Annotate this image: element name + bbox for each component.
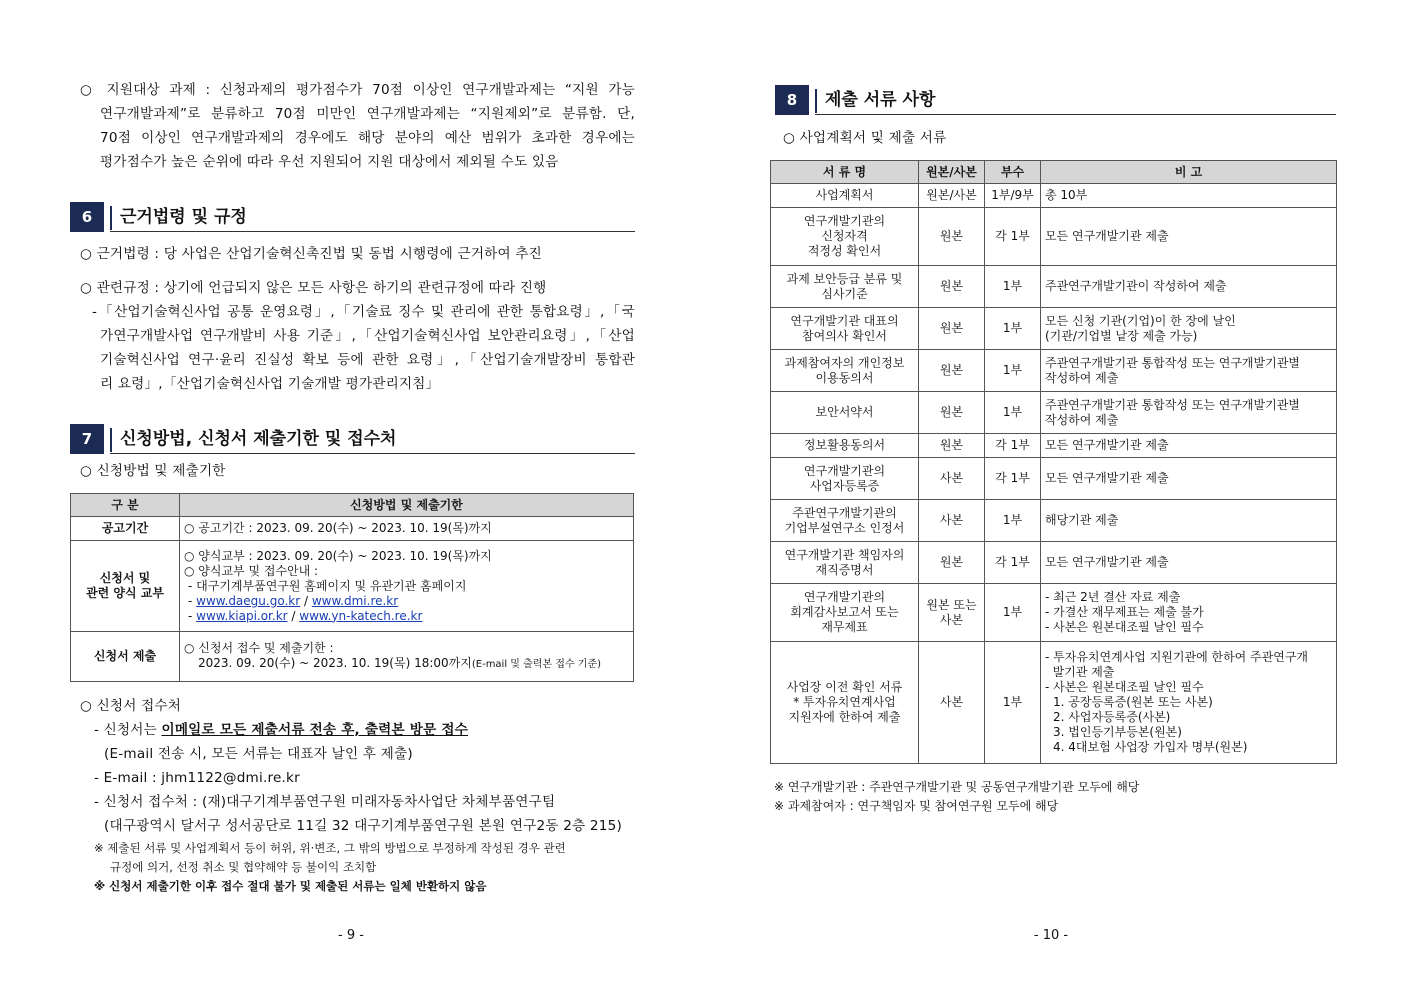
- section-rule: [110, 231, 635, 232]
- cell-line: 모든 연구개발기관 제출: [1045, 229, 1169, 243]
- document-remark-cell: [1041, 500, 1337, 542]
- document-remark-cell: [1041, 642, 1337, 764]
- cell-line: - 최근 2년 결산 자료 제출: [1045, 590, 1181, 604]
- document-copies-cell: 1부: [985, 266, 1041, 308]
- cell-line: 1. 공장등록증(원본 또는 사본): [1053, 695, 1213, 709]
- documents-table-body: [771, 184, 1337, 764]
- cell-line: 모든 신청 기관(기업)이 한 장에 날인: [1045, 313, 1236, 328]
- warning-line: ※ 제출된 서류 및 사업계획서 등이 허위, 위·변조, 그 밖의 방법으로 부정하게 작성된 경우 관련: [94, 841, 566, 855]
- cell-line: 과제참여자의 개인정보: [784, 355, 905, 370]
- reception-method: [80, 718, 640, 742]
- document-copies-cell: 1부: [985, 308, 1041, 350]
- subtitle-text: ○ 신청방법 및 제출기한: [80, 463, 226, 479]
- cell-line: 신청자격: [821, 229, 868, 243]
- related-rules: [80, 276, 635, 396]
- related-rules-intro: ○ 관련규정 : 상기에 언급되지 않은 모든 사항은 하기의 관련규정에 따라 진행: [80, 280, 547, 296]
- table-row: [771, 458, 1337, 500]
- method-prefix: - 신청서는: [94, 722, 162, 738]
- section-title: 제출 서류 사항: [825, 90, 936, 110]
- deadline-text: 2023. 09. 20(수) ~ 2023. 10. 19(목) 18:00까지: [198, 656, 472, 670]
- table-row: [771, 584, 1337, 642]
- section-rule: [815, 114, 1336, 115]
- section-title: 근거법령 및 규정: [120, 207, 247, 227]
- table-row: [771, 266, 1337, 308]
- cell-line: 사업장 이전 확인 서류: [786, 680, 903, 694]
- cell-line: 사업계획서: [815, 188, 874, 202]
- document-copies-cell: 1부: [985, 584, 1041, 642]
- cell-line: - 사본은 원본대조필 날인 필수: [1045, 680, 1204, 694]
- table-header-row: [71, 494, 634, 517]
- cell-line: - 사본은 원본대조필 날인 필수: [1045, 620, 1204, 634]
- eligibility-line: 평가점수가 높은 순위에 따라 우선 지원되어 지원 대상에서 제외될 수도 있음: [100, 154, 559, 170]
- document-name-cell: [771, 500, 919, 542]
- document-copies-cell: 1부: [985, 392, 1041, 434]
- cell-line: 기업부설연구소 인정서: [784, 520, 905, 535]
- cell-line: 참여의사 확인서: [802, 328, 887, 343]
- document-type-cell: [919, 584, 985, 642]
- document-remark-cell: [1041, 434, 1337, 458]
- method-emphasis: 이메일로 모든 제출서류 전송 후, 출력본 방문 접수: [161, 722, 469, 738]
- cell-line: 정보활용동의서: [803, 438, 886, 452]
- basis-law: [80, 242, 635, 266]
- cell-line: 사본: [939, 513, 964, 527]
- cell-line: 원본 또는: [926, 597, 977, 612]
- documents-table: [770, 160, 1337, 764]
- section-rule: [110, 453, 635, 454]
- document-type-cell: [919, 500, 985, 542]
- cell-line: 주관연구개발기관이 작성하여 제출: [1045, 279, 1227, 293]
- document-copies-cell: 1부: [985, 642, 1041, 764]
- document-copies-cell: 각 1부: [985, 208, 1041, 266]
- eligibility-line: 70점 이상인 연구개발과제의 경우에도 해당 분야의 예산 범위가 초과한 경우에는: [100, 130, 635, 146]
- cell-line: - 대구기계부품연구원 홈페이지 및 유관기관 홈페이지: [188, 578, 467, 593]
- table-row: [71, 541, 634, 632]
- section-number: 8: [775, 85, 809, 115]
- page-number: - 9 -: [338, 928, 364, 943]
- footnotes: [774, 778, 1139, 816]
- document-remark-cell: [1041, 584, 1337, 642]
- eligibility-paragraph: [80, 78, 635, 174]
- document-remark-cell: [1041, 208, 1337, 266]
- table-header-cell: 비 고: [1041, 161, 1337, 184]
- section-8-header: [775, 85, 1336, 115]
- related-rules-line: -「산업기술혁신사업 공통 운영요령」,「기술료 징수 및 관리에 관한 통합요령」,「국: [92, 304, 635, 320]
- warning-line: 규정에 의거, 선정 취소 및 협약해약 등 불이익 조치함: [110, 860, 377, 874]
- reception-block: [80, 694, 640, 838]
- basis-law-text: ○ 근거법령 : 당 사업은 산업기술혁신촉진법 및 동법 시행령에 근거하여 추진: [80, 246, 542, 262]
- cell-line: 연구개발기관 책임자의: [784, 547, 905, 562]
- section-bar: [815, 89, 817, 113]
- document-name-cell: [771, 542, 919, 584]
- reception-note: (E-mail 전송 시, 모든 서류는 대표자 날인 후 제출): [104, 746, 413, 762]
- cell-line: 회계감사보고서 또는: [790, 605, 899, 619]
- document-copies-cell: 각 1부: [985, 458, 1041, 500]
- related-rules-line: 리 요령」,「산업기술혁신사업 기술개발 평가관리지침」: [100, 376, 440, 392]
- cell-line: ○ 양식교부 및 접수안내 :: [184, 563, 319, 578]
- cell-line: 총 10부: [1045, 188, 1088, 202]
- document-remark-cell: [1041, 308, 1337, 350]
- document-copies-cell: 각 1부: [985, 434, 1041, 458]
- section-number: 6: [70, 202, 104, 232]
- table-row: [771, 184, 1337, 208]
- subtitle-text: ○ 사업계획서 및 제출 서류: [783, 130, 947, 146]
- document-copies-cell: 1부: [985, 500, 1041, 542]
- footnote: ※ 과제참여자 : 연구책임자 및 참여연구원 모두에 해당: [774, 799, 1059, 813]
- document-type-cell: [919, 642, 985, 764]
- document-name-cell: [771, 584, 919, 642]
- footnote: ※ 연구개발기관 : 주관연구개발기관 및 공동연구개발기관 모두에 해당: [774, 780, 1140, 794]
- reception-address: (대구광역시 달서구 성서공단로 11길 32 대구기계부품연구원 본원 연구2동 2층 215): [104, 818, 622, 834]
- document-remark-cell: [1041, 458, 1337, 500]
- page-9: [0, 0, 701, 992]
- table-header-cell: 신청방법 및 제출기한: [180, 494, 634, 517]
- application-method-subtitle: [80, 459, 635, 483]
- cell-line: 과제 보안등급 분류 및: [786, 271, 903, 286]
- document-name-cell: [771, 266, 919, 308]
- cell-line: * 투자유치연계사업: [793, 695, 896, 709]
- related-rules-line: 기술혁신사업 연구·윤리 진실성 확보 등에 관한 요령」,「산업기술개발장비 통합관: [100, 352, 635, 368]
- cell-line: 2. 사업자등록증(사본): [1053, 710, 1171, 724]
- document-name-cell: [771, 642, 919, 764]
- cell-line: 원본/사본: [926, 188, 977, 202]
- link-daegu[interactable]: www.daegu.go.kr: [196, 593, 301, 608]
- document-type-cell: [919, 434, 985, 458]
- cell-line: 원본: [939, 405, 964, 419]
- document-type-cell: [919, 308, 985, 350]
- cell-line: 작성하여 제출: [1045, 412, 1119, 427]
- related-rules-line: 가연구개발사업 연구개발비 사용 기준」,「산업기술혁신사업 보안관리요령」,「산업: [100, 328, 635, 344]
- table-header-cell: 원본/사본: [919, 161, 985, 184]
- document-remark-cell: [1041, 266, 1337, 308]
- cell-line: 사본: [939, 471, 964, 485]
- cell-line: 3. 법인등기부등본(원본): [1053, 725, 1182, 739]
- reception-email: - E-mail : jhm1122@dmi.re.kr: [94, 770, 300, 786]
- cell-line: 연구개발기관 대표의: [790, 313, 899, 328]
- table-row: [771, 308, 1337, 350]
- link-line: - www.kiapi.or.kr / www.yn-katech.re.kr: [188, 608, 423, 623]
- document-remark-cell: [1041, 350, 1337, 392]
- cell-line: 주관연구개발기관 통합작성 또는 연구개발기관별: [1045, 355, 1300, 370]
- cell-line: 원본: [939, 279, 964, 293]
- cell-line: 사본: [939, 612, 964, 627]
- application-table: [70, 493, 634, 682]
- document-name-cell: [771, 350, 919, 392]
- cell-line: 연구개발기관의: [803, 214, 886, 228]
- link-katech[interactable]: www.yn-katech.re.kr: [299, 608, 423, 623]
- cell-line: 연구개발기관의: [803, 463, 886, 478]
- table-row: [771, 642, 1337, 764]
- cell-line: - 투자유치연계사업 지원기관에 한하여 주관연구개: [1045, 650, 1309, 664]
- label-line: 신청서 및: [99, 571, 151, 585]
- deadline-note: (E-mail 및 출력본 접수 기준): [471, 659, 602, 670]
- cell-line: 재무제표: [821, 620, 868, 634]
- document-type-cell: [919, 266, 985, 308]
- cell-line: 이용동의서: [815, 370, 874, 385]
- table-row: [771, 392, 1337, 434]
- table-row: [771, 542, 1337, 584]
- document-copies-cell: 각 1부: [985, 542, 1041, 584]
- link-kiapi[interactable]: www.kiapi.or.kr: [196, 608, 288, 623]
- table-header-cell: 부수: [985, 161, 1041, 184]
- cell-line: 사업자등록증: [809, 478, 880, 493]
- cell-line: 해당기관 제출: [1045, 513, 1119, 527]
- document-copies-cell: 1부: [985, 350, 1041, 392]
- table-row: [71, 517, 634, 541]
- document-name-cell: [771, 308, 919, 350]
- table-cell-text: ○ 공고기간 : 2023. 09. 20(수) ~ 2023. 10. 19(목)까지: [180, 517, 634, 541]
- cell-line: 지원자에 한하여 제출: [788, 710, 901, 724]
- eligibility-line: ○ 지원대상 과제 : 신청과제의 평가점수가 70점 이상인 연구개발과제는 “지원 가능: [80, 82, 635, 98]
- cell-line: 재직증명서: [815, 562, 874, 577]
- table-cell-text: [180, 541, 634, 632]
- document-remark-cell: [1041, 392, 1337, 434]
- cell-line: 원본: [939, 438, 964, 452]
- table-cell-label: 공고기간: [71, 517, 180, 541]
- cell-line: 원본: [939, 363, 964, 377]
- documents-subtitle: [783, 126, 1338, 150]
- section-7-header: [70, 424, 635, 454]
- cell-line: (기관/기업별 낱장 제출 가능): [1045, 328, 1198, 343]
- link-line: - www.daegu.go.kr / www.dmi.re.kr: [188, 593, 399, 608]
- warning-1: [94, 839, 566, 877]
- eligibility-line: 연구개발과제”로 분류하고 70점 미만인 연구개발과제는 “지원제외”로 분류함. 단,: [100, 106, 635, 122]
- document-type-cell: [919, 392, 985, 434]
- cell-line: ○ 양식교부 : 2023. 09. 20(수) ~ 2023. 10. 19(목)까지: [184, 548, 492, 563]
- label-line: 관련 양식 교부: [86, 586, 164, 600]
- cell-line: ○ 신청서 접수 및 제출기한 :: [184, 641, 334, 655]
- document-type-cell: [919, 208, 985, 266]
- section-bar: [110, 206, 112, 230]
- cell-line: - 가결산 재무제표는 제출 불가: [1045, 605, 1204, 619]
- table-cell-label: [71, 541, 180, 632]
- document-name-cell: [771, 392, 919, 434]
- section-title: 신청방법, 신청서 제출기한 및 접수처: [120, 429, 397, 449]
- cell-line: 모든 연구개발기관 제출: [1045, 471, 1169, 485]
- document-type-cell: [919, 458, 985, 500]
- cell-line: 주관연구개발기관 통합작성 또는 연구개발기관별: [1045, 397, 1300, 412]
- cell-line: 원본: [939, 229, 964, 243]
- cell-line: [184, 656, 629, 672]
- cell-line: 원본: [939, 555, 964, 569]
- section-number: 7: [70, 424, 104, 454]
- cell-line: 사본: [939, 695, 964, 709]
- document-remark-cell: [1041, 542, 1337, 584]
- document-type-cell: [919, 184, 985, 208]
- table-row: [771, 500, 1337, 542]
- document-type-cell: [919, 542, 985, 584]
- section-bar: [110, 428, 112, 452]
- document-name-cell: [771, 434, 919, 458]
- page-10: [701, 0, 1403, 992]
- cell-line: 연구개발기관의: [803, 590, 886, 604]
- document-type-cell: [919, 350, 985, 392]
- cell-line: 4. 4대보험 사업장 가입자 명부(원본): [1053, 740, 1248, 754]
- reception-title: ○ 신청서 접수처: [80, 698, 182, 714]
- table-row: [71, 632, 634, 682]
- cell-line: 원본: [939, 321, 964, 335]
- link-dmi[interactable]: www.dmi.re.kr: [311, 593, 399, 608]
- reception-place: - 신청서 접수처 : (재)대구기계부품연구원 미래자동차사업단 차체부품연구팀: [94, 794, 556, 810]
- table-header-row: [771, 161, 1337, 184]
- cell-line: 작성하여 제출: [1045, 370, 1119, 385]
- cell-line: 적정성 확인서: [807, 244, 882, 258]
- page-number: - 10 -: [1033, 928, 1069, 943]
- cell-line: 모든 연구개발기관 제출: [1045, 438, 1169, 452]
- cell-line: 보안서약서: [815, 405, 874, 419]
- cell-line: 심사기준: [821, 286, 868, 301]
- table-row: [771, 350, 1337, 392]
- table-header-cell: 서 류 명: [771, 161, 919, 184]
- document-name-cell: [771, 458, 919, 500]
- table-cell-label: 신청서 제출: [71, 632, 180, 682]
- table-row: [771, 434, 1337, 458]
- table-row: [771, 208, 1337, 266]
- document-remark-cell: [1041, 184, 1337, 208]
- cell-line: 발기관 제출: [1045, 665, 1115, 679]
- cell-line: 모든 연구개발기관 제출: [1045, 555, 1169, 569]
- section-6-header: [70, 202, 635, 232]
- document-name-cell: [771, 184, 919, 208]
- table-cell-text: [180, 632, 634, 682]
- table-header-cell: 구 분: [71, 494, 180, 517]
- cell-line: 주관연구개발기관의: [792, 505, 897, 520]
- document-name-cell: [771, 208, 919, 266]
- document-copies-cell: 1부/9부: [985, 184, 1041, 208]
- warning-2: ※ 신청서 제출기한 이후 접수 절대 불가 및 제출된 서류는 일체 반환하지 않음: [94, 879, 487, 893]
